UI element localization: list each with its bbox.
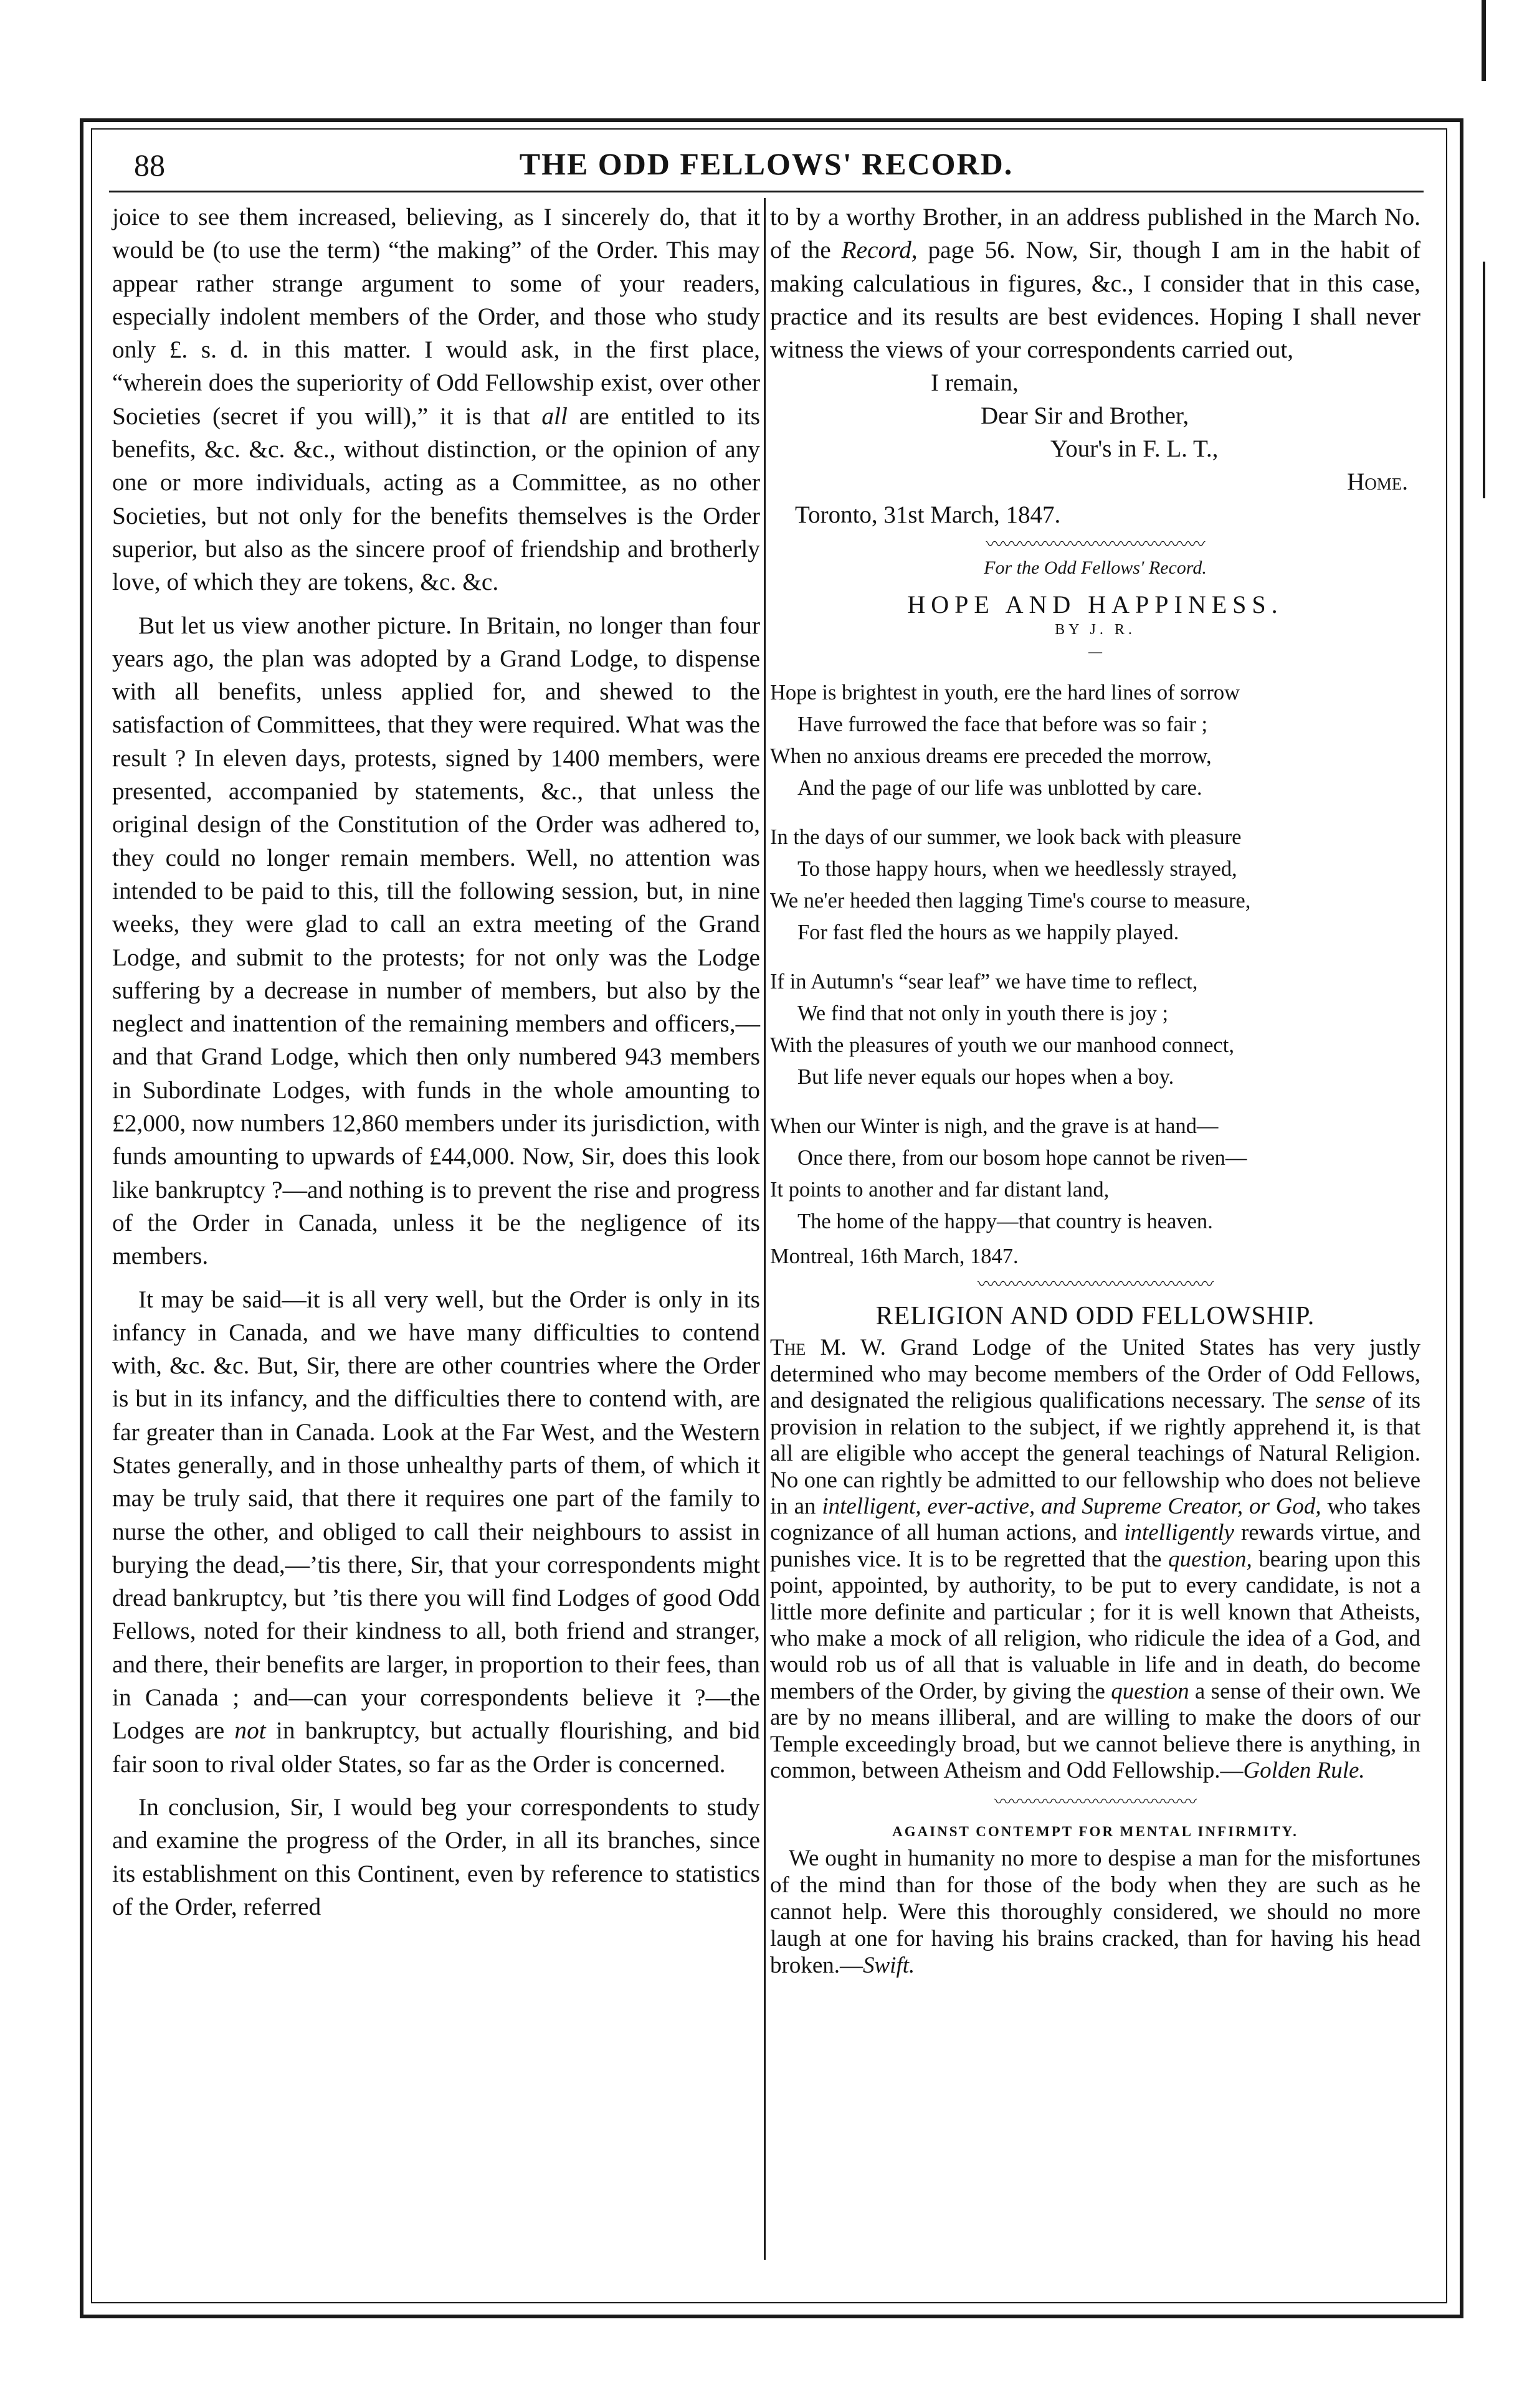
- poem-date: Montreal, 16th March, 1847.: [770, 1244, 1019, 1269]
- wavy-divider: 〰〰〰〰〰〰〰〰〰〰〰〰〰〰: [977, 1275, 1213, 1295]
- article-title: RELIGION AND ODD FELLOWSHIP.: [875, 1302, 1315, 1331]
- poem-stanza: [770, 677, 1420, 804]
- small-rule: —: [1088, 643, 1102, 660]
- right-column: [770, 201, 1420, 1979]
- poem-line: And the page of our life was unblotted by care.: [797, 776, 1202, 800]
- poem-line: In the days of our summer, we look back with pleasure: [770, 825, 1242, 850]
- running-header: [109, 142, 1424, 192]
- closing-line: Dear Sir and Brother,: [981, 402, 1189, 430]
- paragraph: to by a worthy Brother, in an address published in the March No. of the Record, page 56. Now, Sir, though I am in the habit of making calculatious in figures, &c., I consider that in this case, practice and its results are best evidences. Hoping I shall never witness the views of your correspondents carried out,: [770, 203, 1420, 364]
- poem-line: For fast fled the hours as we happily played.: [797, 921, 1179, 945]
- running-title: THE ODD FELLOWS' RECORD.: [519, 146, 1014, 181]
- letter-signoff: [770, 366, 1420, 531]
- scan-edge-mark: [1482, 0, 1486, 81]
- poem-line: We ne'er heeded then lagging Time's course to measure,: [770, 889, 1251, 913]
- left-column: [112, 201, 760, 1923]
- poem-title: HOPE AND HAPPINESS.: [907, 590, 1283, 619]
- page-number: 88: [134, 148, 165, 182]
- poem-line: The home of the happy—that country is heaven.: [797, 1210, 1213, 1234]
- signature: Home.: [1347, 468, 1408, 496]
- poem-stanza: [770, 966, 1420, 1093]
- poem-line: It points to another and far distant land,: [770, 1178, 1110, 1202]
- poem-line: Once there, from our bosom hope cannot be riven—: [797, 1146, 1247, 1170]
- closing-line: I remain,: [931, 369, 1019, 397]
- poem-line: Hope is brightest in youth, ere the hard lines of sorrow: [770, 681, 1240, 705]
- poem-line: When our Winter is nigh, and the grave is at hand—: [770, 1114, 1219, 1139]
- paragraph: It may be said—it is all very well, but the Order is only in its infancy in Canada, and we have many difficulties to contend with, &c. &c. But, Sir, there are other countries where the Order is but in its infancy, and the difficulties there to contend with, are far greater than in Canada. Look at the Far West, and the Western States generally, and in those unhealthy parts of them, of which it may be truly said, that there it requires one part of the family to nurse the other, and obliged to call their neighbours to assist in burying the dead,—’tis there, Sir, that your correspondents might dread bankruptcy, but ’tis there you will find Lodges of good Odd Fellows, noted for their kindness to all, both friend and stranger, and there, their benefits are larger, in proportion to their fees, than in Canada ; and—can your correspondents believe it ?—the Lodges are not in bankruptcy, but actually flourishing, and bid fair soon to rival older States, so far as the Order is concerned.: [112, 1285, 760, 1778]
- article-body: The M. W. Grand Lodge of the United States has very justly determined who may become members of the Order of Odd Fellows, and designated the religious qualifications necessary. The sense of its provision in relation to the subject, if we rightly apprehend it, is that all are eligible who accept the general teachings of Natural Religion. No one can rightly be admitted to our fellowship who does not believe in an intelligent, ever-active, and Supreme Creator, or God, who takes cognizance of all human actions, and intelligently rewards virtue, and punishes vice. It is to be regretted that the question, bearing upon this point, appointed, by authority, to be put to every candidate, is not a little more definite and particular ; for it is well known that Atheists, who make a mock of all religion, who ridicule the idea of a God, and would rob us of all that is valuable in life and in death, do become members of the Order, by giving the question a sense of their own. We are by no means illiberal, and are willing to make the doors of our Temple exceedingly broad, but we cannot believe there is anything, in common, between Atheism and Odd Fellowship.—Golden Rule.: [770, 1335, 1421, 1783]
- poem-line: With the pleasures of youth we our manhood connect,: [770, 1033, 1234, 1058]
- scan-edge-mark: [1483, 262, 1485, 498]
- poem-stanza: [770, 822, 1420, 949]
- paragraph: But let us view another picture. In Britain, no longer than four years ago, the plan was adopted by a Grand Lodge, to dispense with all benefits, unless applied for, and shewed to the satisfaction of Committees, that they were required. What was the result ? In eleven days, protests, signed by 1400 members, were presented, accompanied by statements, &c., that unless the original design of the Constitution of the Order was adhered to, they could no longer remain members. Well, no attention was intended to be paid to this, till the following session, but, in nine weeks, they were glad to call an extra meeting of the Grand Lodge, and submit to the protests; for not only was the Lodge suffering by a decrease in number of members, but also by the neglect and inattention of the remaining members and officers,—and that Grand Lodge, which then only numbered 943 members in Subordinate Lodges, with funds in the whole amounting to £2,000, now numbers 12,860 members under its jurisdiction, with funds amounting to upwards of £44,000. Now, Sir, does this look like bankruptcy ?—and nothing is to prevent the rise and progress of the Order in Canada, unless it be the negligence of its members.: [112, 611, 760, 1270]
- column-divider: [764, 198, 766, 2260]
- poem-line: To those happy hours, when we heedlessly strayed,: [797, 857, 1237, 881]
- wavy-divider: 〰〰〰〰〰〰〰〰〰〰〰〰: [994, 1793, 1196, 1813]
- wavy-divider: 〰〰〰〰〰〰〰〰〰〰〰〰〰: [986, 535, 1205, 555]
- poem-line: When no anxious dreams ere preceded the morrow,: [770, 744, 1212, 769]
- poem-line: Have furrowed the face that before was so fair ;: [797, 713, 1208, 737]
- letter-date: Toronto, 31st March, 1847.: [795, 501, 1061, 529]
- poem-byline: BY J. R.: [1055, 622, 1136, 638]
- poem-source-note: For the Odd Fellows' Record.: [984, 557, 1207, 579]
- article-title: AGAINST CONTEMPT FOR MENTAL INFIRMITY.: [892, 1824, 1298, 1840]
- article-body: We ought in humanity no more to despise a man for the misfortunes of the mind than for those of the body when they are such as he cannot help. Were this thoroughly considered, we should no more laugh at one for having his brains cracked, than for having his head broken.—Swift.: [770, 1846, 1420, 1979]
- paragraph: joice to see them increased, believing, as I sincerely do, that it would be (to use the term) “the making” of the Order. This may appear rather strange argument to some of your readers, especially indolent members of the Order, and those who study only £. s. d. in this matter. I would ask, in the first place, “wherein does the superiority of Odd Fellowship exist, over other Societies (secret if you will),” it is that all are entitled to its benefits, &c. &c. &c., without distinction, or the opinion of any one or more individuals, acting as a Committee, as no other Societies, but not only for the benefits themselves is the Order superior, but also as the sincere proof of friendship and brotherly love, of which they are tokens, &c. &c.: [112, 203, 760, 596]
- poem-stanza: [770, 1111, 1420, 1238]
- paragraph: In conclusion, Sir, I would beg your correspondents to study and examine the progress of the Order, in all its branches, since its establishment on this Continent, even by reference to statistics of the Order, referred: [112, 1793, 760, 1920]
- poem-line: But life never equals our hopes when a boy.: [797, 1065, 1174, 1089]
- poem-line: If in Autumn's “sear leaf” we have time to reflect,: [770, 970, 1198, 994]
- header-rule: [109, 191, 1424, 192]
- poem-line: We find that not only in youth there is joy ;: [797, 1002, 1169, 1026]
- closing-line: Your's in F. L. T.,: [1050, 435, 1219, 463]
